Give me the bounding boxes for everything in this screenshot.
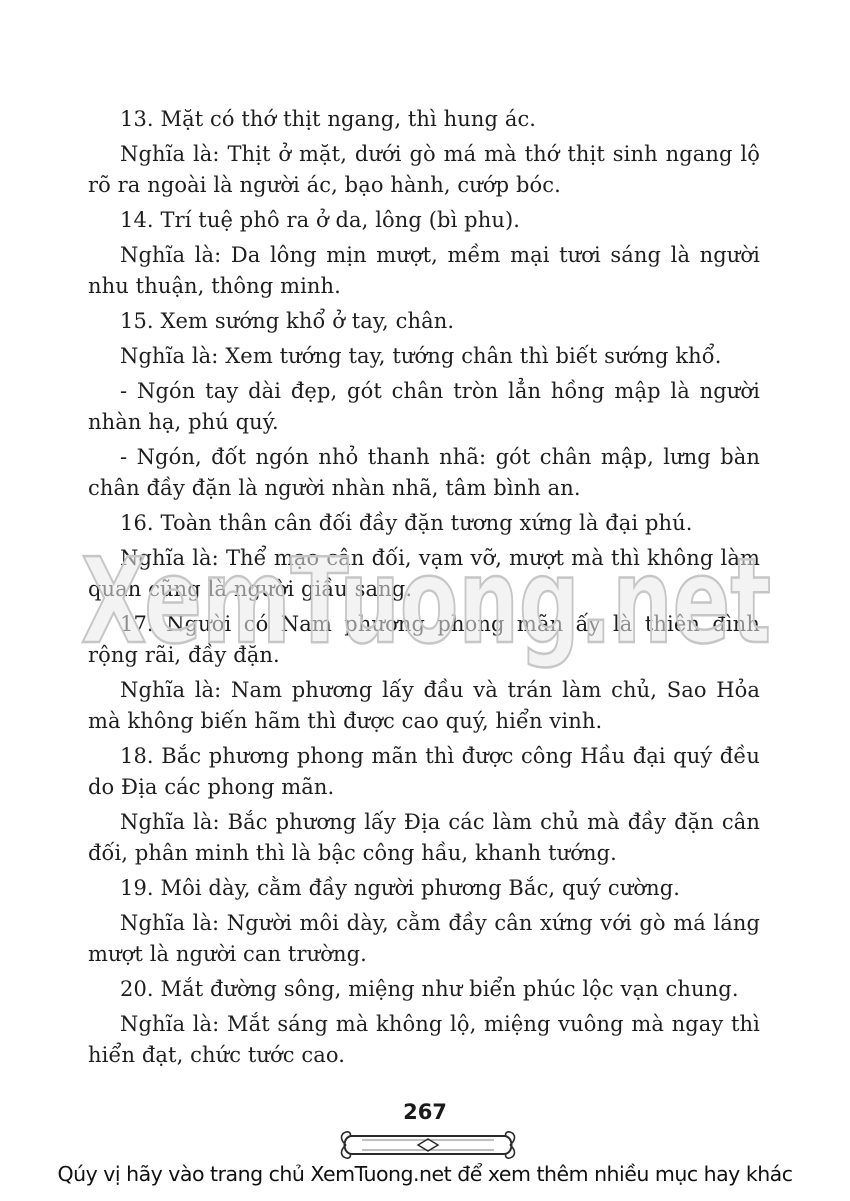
page-number: 267 xyxy=(403,1100,447,1124)
paragraph: Nghĩa là: Xem tướng tay, tướng chân thì biết sướng khổ. xyxy=(120,344,722,368)
paragraph: 18. Bắc phương phong mãn thì được công Hầu đại quý đều do Địa các phong mãn. xyxy=(88,744,760,799)
paragraph: Nghĩa là: Da lông mịn mượt, mềm mại tươi sáng là người nhu thuận, thông minh. xyxy=(88,243,760,298)
watermark-text: XemTuong.net xyxy=(81,532,771,670)
paragraph: 14. Trí tuệ phô ra ở da, lông (bì phu). xyxy=(120,208,521,232)
paragraph: 20. Mắt đường sông, miệng như biển phúc lộc vạn chung. xyxy=(120,977,739,1001)
paragraph: 17. Người có Nam phương phong mãn ấy là thiên đình rộng rãi, đầy đặn. xyxy=(88,612,760,667)
paragraph: Nghĩa là: Nam phương lấy đầu và trán làm chủ, Sao Hỏa mà không biến hãm thì được cao quý, hiển vinh. xyxy=(88,678,760,733)
ornament-divider-icon xyxy=(338,1128,518,1162)
paragraph: Nghĩa là: Người môi dày, cằm đầy cân xứng với gò má láng mượt là người can trường. xyxy=(88,911,760,966)
paragraph: - Ngón tay dài đẹp, gót chân tròn lẳn hồng mập là người nhàn hạ, phú quý. xyxy=(88,379,760,434)
paragraph: Nghĩa là: Mắt sáng mà không lộ, miệng vuông mà ngay thì hiển đạt, chức tước cao. xyxy=(88,1012,760,1067)
paragraph: Nghĩa là: Bắc phương lấy Địa các làm chủ mà đầy đặn cân đối, phân minh thì là bậc công hầu, khanh tướng. xyxy=(88,810,760,865)
paragraph: 13. Mặt có thớ thịt ngang, thì hung ác. xyxy=(120,107,537,131)
paragraph: 19. Môi dày, cằm đầy người phương Bắc, quý cường. xyxy=(120,876,681,900)
footer-note: Qúy vị hãy vào trang chủ XemTuong.net để xem thêm nhiều mục hay khác xyxy=(57,1162,793,1186)
paragraph: - Ngón, đốt ngón nhỏ thanh nhã: gót chân mập, lưng bàn chân đầy đặn là người nhàn nhã, tâm bình an. xyxy=(88,445,760,500)
paragraph: Nghĩa là: Thịt ở mặt, dưới gò má mà thớ thịt sinh ngang lộ rõ ra ngoài là người ác, bạo hành, cướp bóc. xyxy=(88,142,760,197)
paragraph: Nghĩa là: Thể mạo cân đối, vạm vỡ, mượt mà thì không làm quan cũng là người giầu sang. xyxy=(88,546,760,601)
paragraph: 15. Xem sướng khổ ở tay, chân. xyxy=(120,309,455,333)
paragraph: 16. Toàn thân cân đối đầy đặn tương xứng là đại phú. xyxy=(120,511,693,535)
page-body xyxy=(88,104,760,1075)
